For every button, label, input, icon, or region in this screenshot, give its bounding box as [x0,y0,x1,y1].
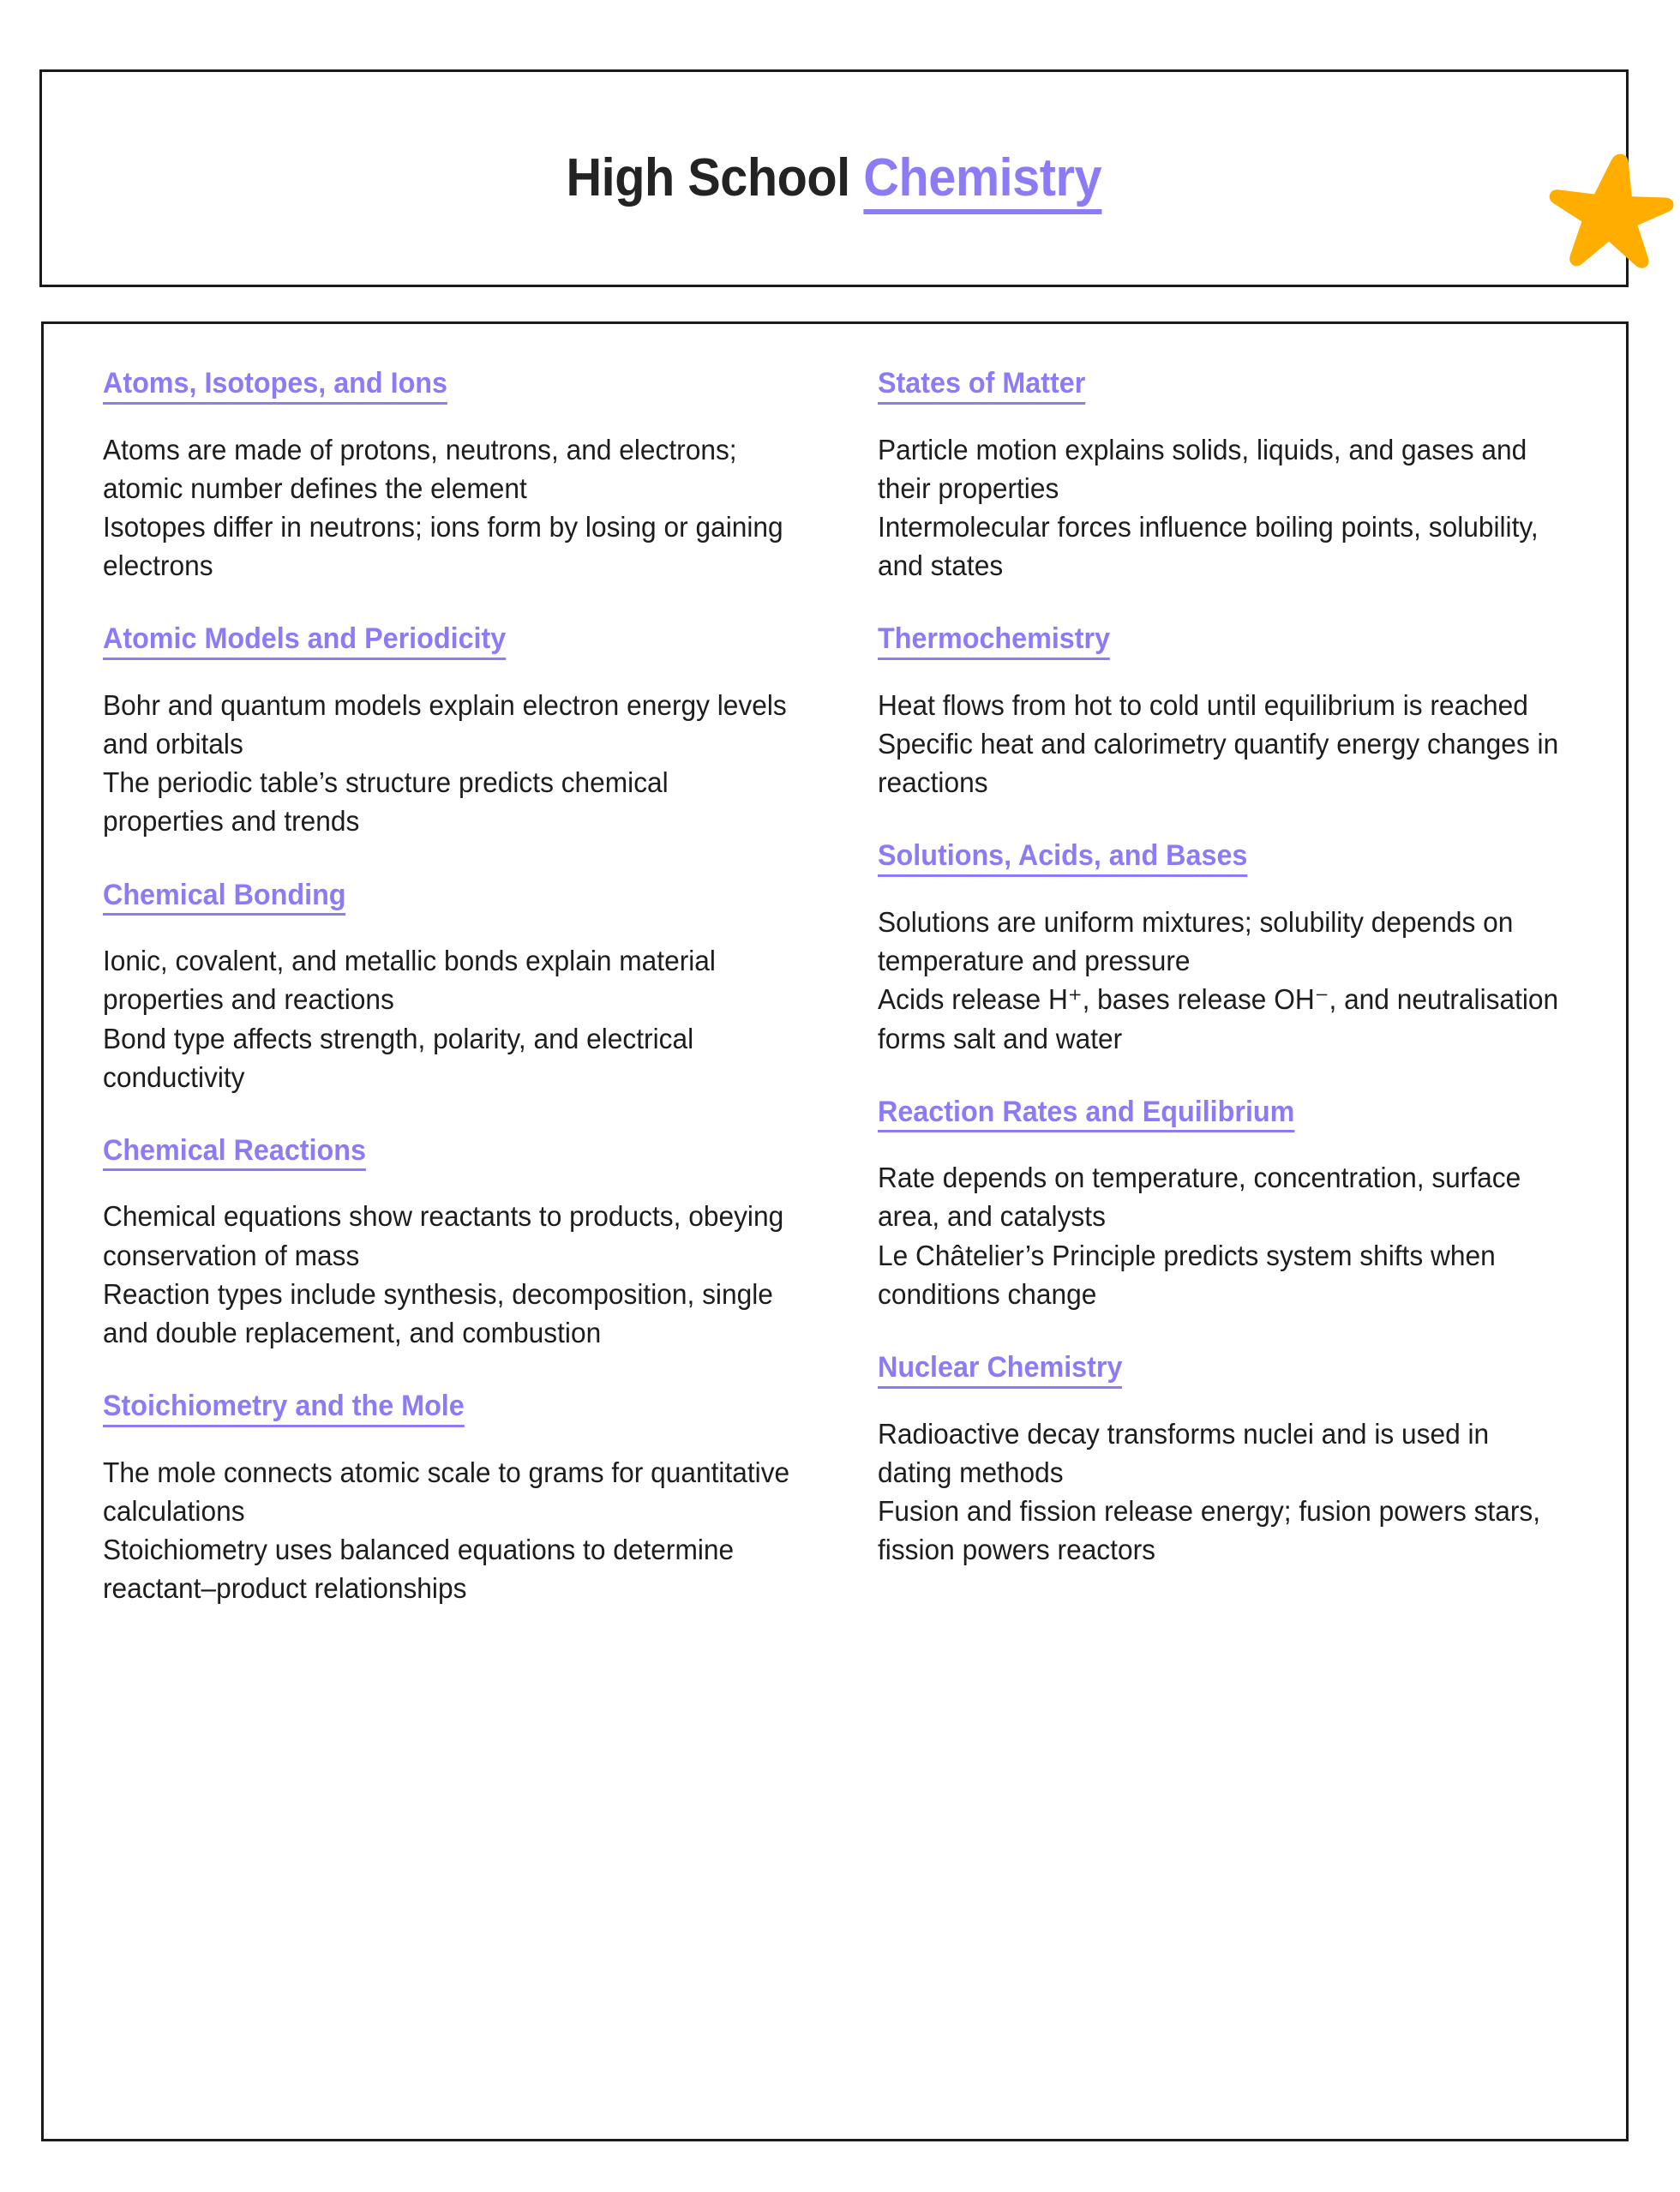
section-heading[interactable]: Nuclear Chemistry [878,1349,1122,1389]
section-body [103,686,795,841]
section-heading[interactable]: Atomic Models and Periodicity [103,621,506,660]
section-body [878,430,1569,586]
section-body [103,1197,795,1352]
section-atomic-models-and-periodicity [103,621,795,840]
section-heading[interactable]: States of Matter [878,365,1085,405]
section-thermochemistry [878,621,1570,802]
section-line: Isotopes differ in neutrons; ions form by losing or gaining electrons [103,510,783,582]
section-line: Intermolecular forces influence boiling points, solubility, and states [878,510,1539,582]
section-heading[interactable]: Stoichiometry and the Mole [103,1388,465,1427]
section-chemical-reactions [103,1132,795,1352]
section-body [878,1414,1569,1570]
section-line: Atoms are made of protons, neutrons, and electrons; atomic number defines the element [103,433,737,504]
section-line: Solutions are uniform mixtures; solubility depends on temperature and pressure [878,905,1514,977]
section-line: Reaction types include synthesis, decomposition, single and double replacement, and combustion [103,1277,773,1349]
section-line: The mole connects atomic scale to grams for quantitative calculations [103,1456,790,1527]
section-line: Stoichiometry uses balanced equations to determine reactant–product relationships [103,1534,735,1605]
section-line: Ionic, covalent, and metallic bonds explain material properties and reactions [103,945,716,1016]
section-solutions-acids-and-bases [878,838,1570,1057]
section-body [103,1453,795,1608]
section-body [878,686,1569,802]
section-heading[interactable]: Chemical Reactions [103,1132,366,1172]
section-heading[interactable]: Solutions, Acids, and Bases [878,838,1247,877]
section-line: Bohr and quantum models explain electron energy levels and orbitals [103,688,787,760]
section-heading[interactable]: Chemical Bonding [103,877,346,916]
section-nuclear-chemistry [878,1349,1570,1569]
section-body [103,430,795,586]
section-line: The periodic table’s structure predicts chemical properties and trends [103,766,669,838]
section-line: Bond type affects strength, polarity, and electrical conductivity [103,1022,694,1093]
content-box [41,321,1629,2141]
section-states-of-matter [878,365,1570,585]
section-chemical-bonding [103,877,795,1096]
section-line: Fusion and fission release energy; fusion powers stars, fission powers reactors [878,1494,1541,1566]
section-stoichiometry-and-the-mole [103,1388,795,1607]
header-box [39,69,1629,287]
left-column [103,365,795,1608]
section-heading[interactable]: Atoms, Isotopes, and Ions [103,365,447,405]
two-column-layout [103,365,1570,1608]
section-line: Particle motion explains solids, liquids, and gases and their properties [878,433,1527,504]
page-title-accent: Chemistry [863,148,1101,214]
right-column [878,365,1570,1608]
section-body [878,1158,1569,1313]
section-line: Specific heat and calorimetry quantify energy changes in reactions [878,728,1559,799]
section-line: Heat flows from hot to cold until equilibrium is reached [878,688,1528,721]
section-line: Radioactive decay transforms nuclei and is used in dating methods [878,1417,1490,1488]
section-line: Rate depends on temperature, concentration, surface area, and catalysts [878,1162,1521,1233]
section-heading[interactable]: Reaction Rates and Equilibrium [878,1094,1294,1133]
section-body [878,903,1569,1058]
page-title-plain: High School [566,147,864,207]
section-body [103,941,795,1096]
section-line: Acids release H⁺, bases release OH⁻, and neutralisation forms salt and water [878,983,1559,1054]
section-atoms-isotopes-and-ions [103,365,795,585]
section-reaction-rates-and-equilibrium [878,1094,1570,1313]
section-heading[interactable]: Thermochemistry [878,621,1110,660]
section-line: Le Châtelier’s Principle predicts system shifts when conditions change [878,1239,1496,1310]
section-line: Chemical equations show reactants to products, obeying conservation of mass [103,1200,784,1271]
page-title [567,149,1102,207]
